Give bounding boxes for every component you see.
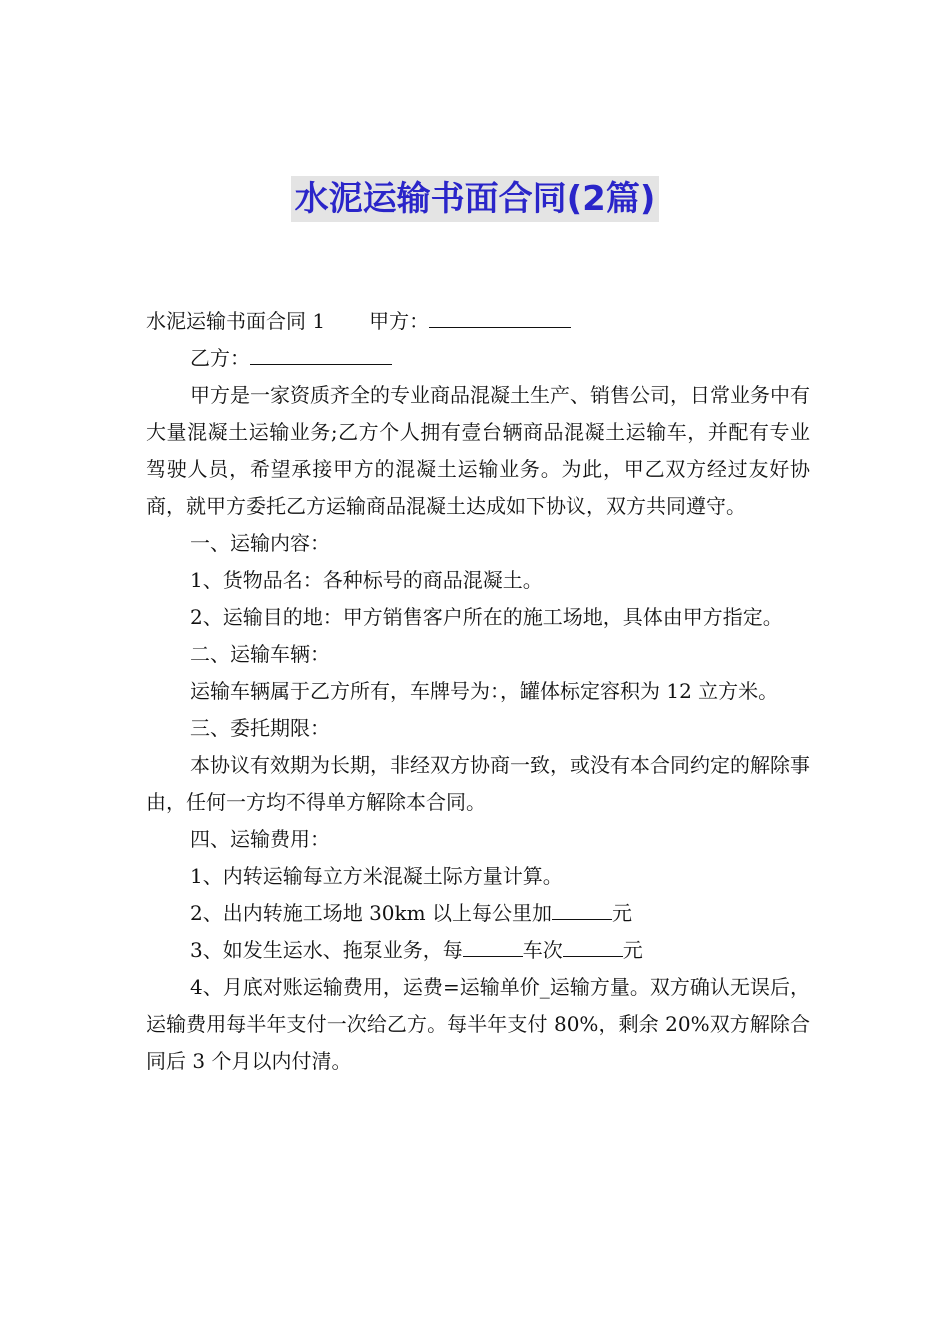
party-b-label: 乙方： [190, 346, 250, 370]
section-4-item-2-text: 2、出内转施工场地 30km 以上每公里加 [190, 901, 552, 925]
party-a-blank [429, 303, 571, 328]
document-body [146, 303, 810, 1080]
section-4-heading: 四、运输费用： [190, 827, 330, 851]
trip-count-blank [463, 932, 523, 957]
section-3-text: 本协议有效期为长期，非经双方协商一致，或没有本合同约定的解除事由，任何一方均不得单方解除本合同。 [146, 753, 810, 814]
party-a-label: 甲方： [369, 309, 430, 333]
intro-paragraph: 甲方是一家资质齐全的专业商品混凝土生产、销售公司，日常业务中有大量混凝土运输业务;乙方个人拥有壹台辆商品混凝土运输车，并配有专业驾驶人员，希望承接甲方的混凝土运输业务。为此，甲乙双方经过友好协商，就甲方委托乙方运输商品混凝土达成如下协议，双方共同遵守。 [146, 383, 810, 518]
document-title: 水泥运输书面合同(2篇) [291, 176, 660, 222]
section-1-heading: 一、运输内容： [190, 531, 330, 555]
fee-per-km-blank [552, 895, 612, 920]
title-wrap [0, 176, 950, 222]
doc-label: 水泥运输书面合同 1 [146, 309, 326, 333]
party-b-blank [250, 340, 392, 365]
section-1-item-1: 1、货物品名：各种标号的商品混凝土。 [190, 568, 543, 592]
section-2-text: 运输车辆属于乙方所有，车牌号为：，罐体标定容积为 12 立方米。 [190, 679, 779, 703]
trip-fee-blank [563, 932, 623, 957]
header-line [146, 303, 810, 340]
party-b-line [146, 340, 810, 377]
section-4-item-2 [146, 895, 810, 932]
section-4-item-3-text: 3、如发生运水、拖泵业务，每 [190, 938, 463, 962]
section-3-heading: 三、委托期限： [190, 716, 330, 740]
section-4-item-4: 4、月底对账运输费用，运费=运输单价_运输方量。双方确认无误后，运输费用每半年支付一次给乙方。每半年支付 80%，剩余 20%双方解除合同后 3 个月以内付清。 [146, 975, 810, 1073]
section-4-item-3-mid: 车次 [522, 938, 563, 962]
section-4-item-2-unit: 元 [611, 901, 632, 925]
section-1-item-2: 2、运输目的地：甲方销售客户所在的施工场地，具体由甲方指定。 [190, 605, 783, 629]
section-4-item-3 [146, 932, 810, 969]
section-4-item-3-unit: 元 [622, 938, 643, 962]
section-2-heading: 二、运输车辆： [190, 642, 330, 666]
section-4-item-1: 1、内转运输每立方米混凝土际方量计算。 [190, 864, 563, 888]
